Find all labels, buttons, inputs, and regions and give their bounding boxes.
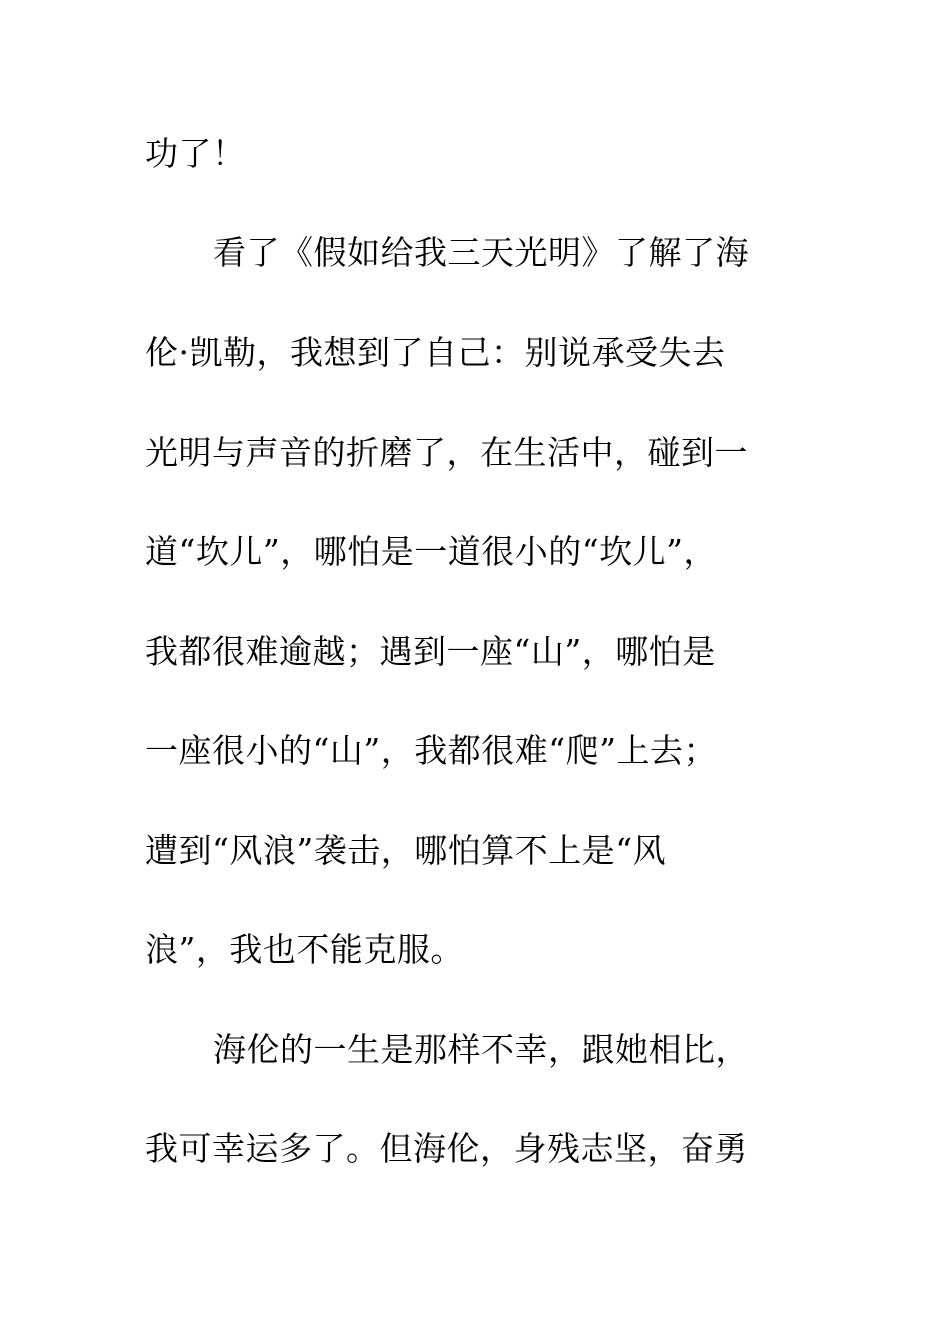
text-line: 道“坎儿”，哪怕是一道很小的“坎儿”，: [145, 532, 717, 571]
text-line: 一座很小的“山”，我都很难“爬”上去；: [145, 731, 717, 770]
text-line: 我可幸运多了。但海伦，身残志坚，奋勇: [145, 1129, 748, 1168]
text-line: 光明与声音的折磨了，在生活中，碰到一: [145, 433, 748, 472]
paragraph-start-line: 看了《假如给我三天光明》了解了海: [213, 233, 749, 272]
text-line: 伦·凯勒，我想到了自己：别说承受失去: [145, 333, 726, 372]
text-line: 我都很难逾越；遇到一座“山”，哪怕是: [145, 632, 716, 671]
text-line: 遭到“风浪”袭击，哪怕算不上是“风: [145, 831, 667, 870]
paragraph-start-line: 海伦的一生是那样不幸，跟她相比，: [213, 1030, 749, 1069]
text-line: 浪”，我也不能克服。: [145, 930, 464, 969]
text-line: 功了！: [145, 134, 246, 173]
